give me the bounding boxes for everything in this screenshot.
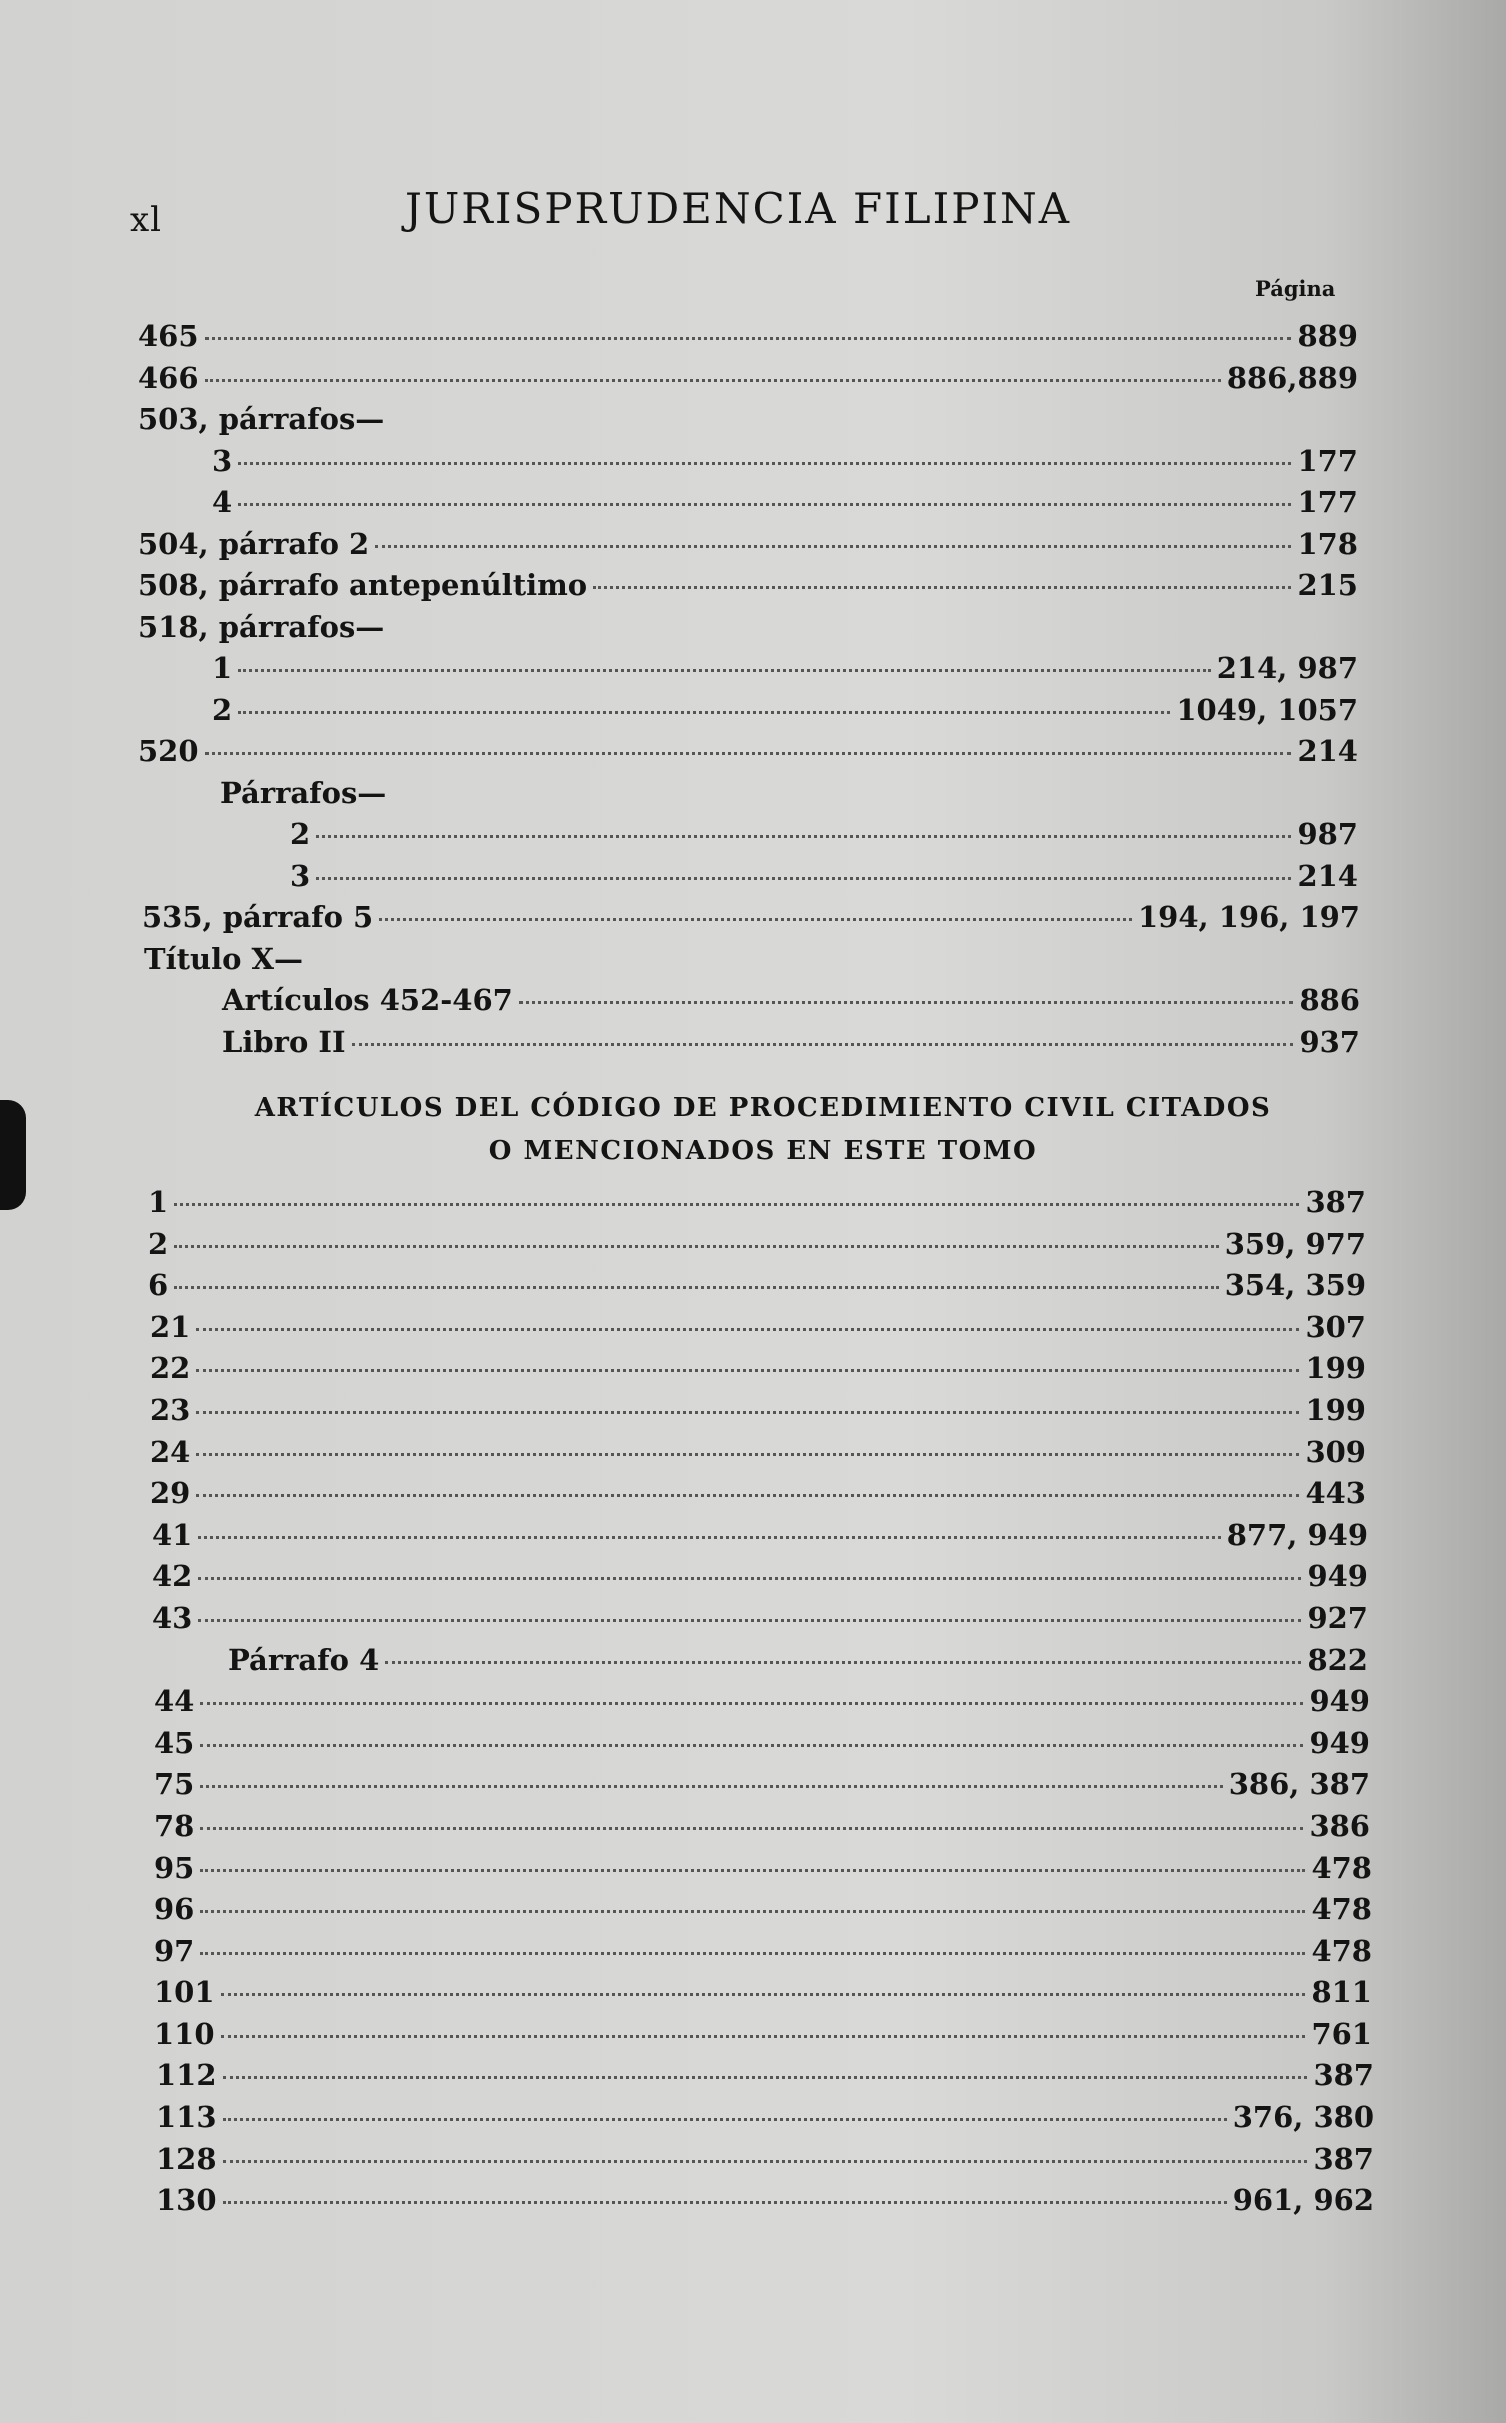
- entry-label: 504, párrafo 2: [138, 526, 370, 561]
- leader-dots: [593, 586, 1291, 589]
- running-title: JURISPRUDENCIA FILIPINA: [405, 184, 1072, 233]
- leader-dots: [223, 2118, 1227, 2121]
- entry-label: Título X—: [144, 941, 304, 976]
- index-row: [0, 399, 1506, 441]
- entry-label: 1: [148, 1185, 169, 1219]
- entry-page: 987: [1297, 817, 1358, 851]
- index-row: [0, 1473, 1506, 1515]
- leader-dots: [174, 1245, 1219, 1248]
- index-row: [0, 731, 1506, 773]
- entry-page: 309: [1305, 1434, 1366, 1469]
- entry-label: 78: [154, 1808, 195, 1843]
- leader-dots: [379, 918, 1132, 921]
- entry-label: 29: [150, 1476, 191, 1511]
- leader-dots: [238, 462, 1291, 465]
- index-row: [0, 1022, 1506, 1064]
- entry-label: 2: [148, 1226, 169, 1261]
- entry-label: 44: [154, 1684, 195, 1719]
- leader-dots: [223, 2076, 1308, 2079]
- leader-dots: [238, 503, 1291, 506]
- section-heading-line-1: ARTÍCULOS DEL CÓDIGO DE PROCEDIMIENTO CIVIL CITADOS: [254, 1093, 1272, 1123]
- entry-label: 97: [154, 1933, 195, 1968]
- leader-dots: [200, 1910, 1305, 1913]
- leader-dots: [198, 1536, 1220, 1539]
- leader-dots: [198, 1577, 1301, 1580]
- index-row: [0, 814, 1506, 856]
- index-row: [0, 1972, 1506, 2014]
- index-row: [0, 2139, 1506, 2181]
- entry-page: 354, 359: [1224, 1268, 1366, 1303]
- entry-page: 178: [1297, 526, 1358, 561]
- leader-dots: [200, 1785, 1222, 1788]
- entry-page: 811: [1311, 1975, 1372, 2010]
- entry-page: 761: [1311, 2016, 1372, 2051]
- index-row: [0, 1348, 1506, 1390]
- leader-dots: [196, 1453, 1299, 1456]
- page-header: [130, 178, 1130, 248]
- entry-page: 177: [1297, 443, 1358, 478]
- entry-page: 376, 380: [1232, 2100, 1374, 2135]
- entry-label: 4: [212, 485, 233, 519]
- entry-label: 45: [154, 1725, 195, 1760]
- index-row: [0, 1764, 1506, 1806]
- index-row: [0, 897, 1506, 939]
- leader-dots: [200, 1702, 1303, 1705]
- entry-label: 6: [148, 1268, 169, 1303]
- entry-page: 877, 949: [1226, 1517, 1368, 1552]
- entry-label: 112: [156, 2058, 217, 2093]
- leader-dots: [519, 1001, 1294, 1004]
- entry-label: 24: [150, 1434, 191, 1469]
- leader-dots: [200, 1952, 1305, 1955]
- entry-page: 214: [1297, 858, 1358, 893]
- entry-page: 1049, 1057: [1176, 692, 1358, 727]
- leader-dots: [205, 752, 1292, 755]
- entry-label: 2: [212, 692, 233, 727]
- index-row: [0, 1265, 1506, 1307]
- entry-page: 886,889: [1226, 360, 1358, 395]
- entry-label: 21: [150, 1309, 191, 1344]
- entry-page: 386, 387: [1228, 1767, 1370, 1802]
- entry-label: 130: [156, 2183, 217, 2218]
- index-row: [0, 1224, 1506, 1266]
- entry-page: 478: [1311, 1892, 1372, 1927]
- index-row: [0, 1889, 1506, 1931]
- index-row: [0, 441, 1506, 483]
- leader-dots: [174, 1286, 1219, 1289]
- index-row: [0, 1182, 1506, 1224]
- entry-label: 3: [290, 858, 311, 893]
- entry-label: 95: [154, 1850, 195, 1885]
- entry-label: 1: [212, 651, 233, 685]
- entry-label: 520: [138, 734, 199, 768]
- leader-dots: [238, 711, 1170, 714]
- leader-dots: [316, 877, 1291, 880]
- entry-page: 443: [1305, 1476, 1366, 1511]
- index-row: [0, 690, 1506, 732]
- entry-page: 889: [1297, 319, 1358, 353]
- entry-page: 949: [1309, 1684, 1370, 1719]
- leader-dots: [174, 1203, 1299, 1206]
- entry-label: 42: [152, 1559, 193, 1594]
- entry-label: 518, párrafos—: [138, 609, 385, 644]
- entry-page: 822: [1307, 1642, 1368, 1677]
- index-row: [0, 524, 1506, 566]
- entry-page: 199: [1305, 1392, 1366, 1427]
- entry-label: 101: [154, 1975, 215, 2010]
- entry-page: 949: [1307, 1559, 1368, 1594]
- leader-dots: [196, 1328, 1299, 1331]
- entry-label: Párrafo 4: [228, 1642, 380, 1677]
- pagina-column-label: Página: [1255, 276, 1336, 301]
- leader-dots: [200, 1869, 1305, 1872]
- section-heading-line-2: O MENCIONADOS EN ESTE TOMO: [488, 1136, 1038, 1166]
- entry-label: 128: [156, 2141, 217, 2176]
- entry-label: 110: [154, 2016, 215, 2051]
- index-row: [0, 316, 1506, 358]
- index-row: [0, 856, 1506, 898]
- leader-dots: [205, 337, 1292, 340]
- entry-label: 75: [154, 1767, 195, 1802]
- index-row: [0, 1931, 1506, 1973]
- index-row: [0, 1390, 1506, 1432]
- leader-dots: [316, 835, 1291, 838]
- entry-page: 387: [1313, 2058, 1374, 2093]
- leader-dots: [200, 1827, 1303, 1830]
- entry-page: 214, 987: [1216, 651, 1358, 685]
- leader-dots: [385, 1661, 1301, 1664]
- index-section-civil-procedure: [0, 1182, 1506, 2222]
- leader-dots: [200, 1744, 1303, 1747]
- entry-page: 177: [1297, 485, 1358, 519]
- leader-dots: [205, 379, 1221, 382]
- entry-label: 466: [138, 360, 199, 395]
- index-row: [0, 1432, 1506, 1474]
- index-row: [0, 980, 1506, 1022]
- index-row: [0, 607, 1506, 649]
- entry-page: 386: [1309, 1808, 1370, 1843]
- index-section-articles: [0, 316, 1506, 1063]
- index-row: [0, 1515, 1506, 1557]
- entry-label: 508, párrafo antepenúltimo: [138, 568, 588, 602]
- entry-label: 465: [138, 319, 199, 353]
- entry-page: 194, 196, 197: [1138, 900, 1360, 934]
- leader-dots: [221, 1993, 1306, 1996]
- entry-label: 23: [150, 1392, 191, 1427]
- entry-label: 41: [152, 1517, 193, 1552]
- entry-label: 2: [290, 817, 311, 851]
- index-row: [0, 939, 1506, 981]
- entry-label: 3: [212, 443, 233, 478]
- index-row: [0, 482, 1506, 524]
- leader-dots: [223, 2160, 1308, 2163]
- entry-page: 949: [1309, 1725, 1370, 1760]
- entry-page: 215: [1297, 568, 1358, 602]
- folio-number: xl: [130, 200, 163, 240]
- entry-label: Libro II: [222, 1024, 346, 1059]
- entry-page: 307: [1305, 1309, 1366, 1344]
- leader-dots: [196, 1369, 1299, 1372]
- entry-page: 387: [1305, 1185, 1366, 1219]
- entry-label: 113: [156, 2100, 217, 2135]
- index-row: [0, 2014, 1506, 2056]
- entry-page: 359, 977: [1224, 1226, 1366, 1261]
- index-row: [0, 1806, 1506, 1848]
- leader-dots: [221, 2035, 1306, 2038]
- index-row: [0, 1556, 1506, 1598]
- entry-page: 886: [1299, 983, 1360, 1017]
- entry-page: 927: [1307, 1600, 1368, 1635]
- entry-page: 937: [1299, 1024, 1360, 1059]
- index-row: [0, 1848, 1506, 1890]
- entry-label: 96: [154, 1892, 195, 1927]
- index-row: [0, 1681, 1506, 1723]
- entry-page: 961, 962: [1232, 2183, 1374, 2218]
- entry-label: 22: [150, 1351, 191, 1386]
- index-row: [0, 565, 1506, 607]
- entry-label: 535, párrafo 5: [142, 900, 374, 934]
- entry-label: Párrafos—: [220, 775, 387, 810]
- index-row: [0, 1640, 1506, 1682]
- leader-dots: [238, 669, 1211, 672]
- index-row: [0, 2097, 1506, 2139]
- leader-dots: [223, 2201, 1227, 2204]
- index-row: [0, 2180, 1506, 2222]
- index-row: [0, 648, 1506, 690]
- index-row: [0, 358, 1506, 400]
- entry-page: 478: [1311, 1850, 1372, 1885]
- entry-page: 199: [1305, 1351, 1366, 1386]
- index-row: [0, 1723, 1506, 1765]
- entry-page: 214: [1297, 734, 1358, 768]
- entry-label: 503, párrafos—: [138, 402, 385, 436]
- leader-dots: [375, 545, 1291, 548]
- entry-page: 387: [1313, 2141, 1374, 2176]
- leader-dots: [198, 1619, 1301, 1622]
- entry-page: 478: [1311, 1933, 1372, 1968]
- index-row: [0, 1598, 1506, 1640]
- entry-label: Artículos 452-467: [222, 983, 513, 1017]
- index-row: [0, 2055, 1506, 2097]
- leader-dots: [196, 1411, 1299, 1414]
- index-row: [0, 773, 1506, 815]
- index-row: [0, 1307, 1506, 1349]
- entry-label: 43: [152, 1600, 193, 1635]
- leader-dots: [196, 1494, 1299, 1497]
- leader-dots: [352, 1043, 1294, 1046]
